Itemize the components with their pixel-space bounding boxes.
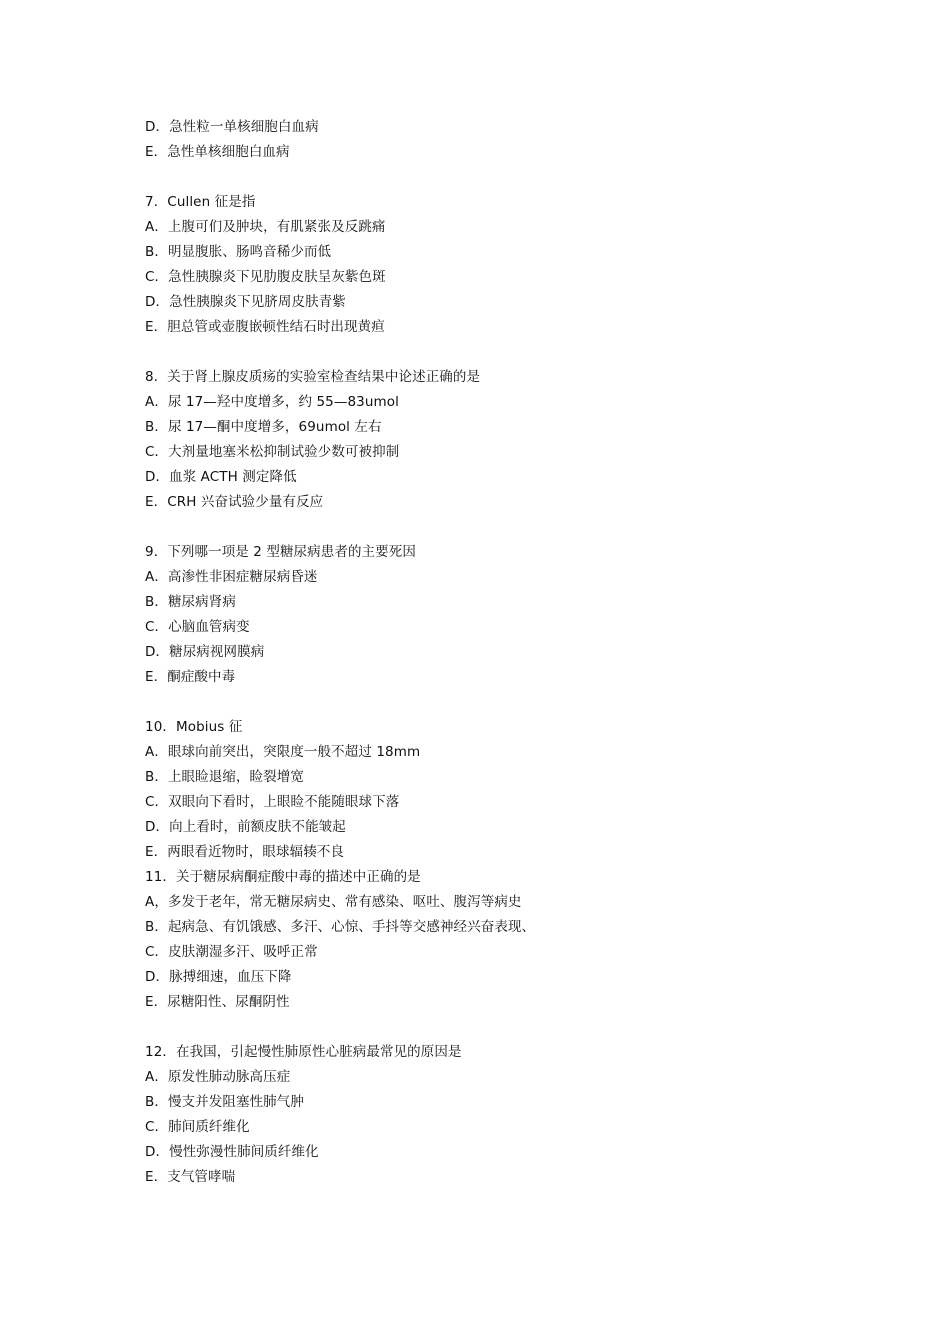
option-line: E．尿糖阳性、尿酮阴性 xyxy=(145,994,290,1010)
option-line: A．上腹可们及肿块，有肌紧张及反跳痛 xyxy=(145,219,386,235)
option-line: C．心脑血管病变 xyxy=(145,619,250,635)
option-line: E．胆总管或壶腹嵌顿性结石时出现黄疸 xyxy=(145,319,385,335)
option-line: B．上眼睑退缩，睑裂增宽 xyxy=(145,769,304,785)
question-line: 10．Mobius 征 xyxy=(145,719,243,735)
option-line: C．肺间质纤维化 xyxy=(145,1119,250,1135)
option-line: C．双眼向下看时，上眼睑不能随眼球下落 xyxy=(145,794,400,810)
option-line: D．急性胰腺炎下见脐周皮肤青紫 xyxy=(145,294,346,310)
option-line: B．慢支并发阻塞性肺气肿 xyxy=(145,1094,304,1110)
option-line: D．慢性弥漫性肺间质纤维化 xyxy=(145,1144,319,1160)
blank-line xyxy=(145,340,845,365)
question-line: 12．在我国，引起慢性肺原性心脏病最常见的原因是 xyxy=(145,1044,462,1060)
option-line: C．皮肤潮湿多汗、吸呼正常 xyxy=(145,944,318,960)
option-line: A，多发于老年，常无糖尿病史、常有感染、呕吐、腹泻等病史 xyxy=(145,894,522,910)
document-page xyxy=(145,115,845,1190)
option-line: A．原发性肺动脉高压症 xyxy=(145,1069,291,1085)
blank-line xyxy=(145,690,845,715)
option-line: E．急性单核细胞白血病 xyxy=(145,144,290,160)
option-line: E．支气管哮喘 xyxy=(145,1169,236,1185)
option-line: D．糖尿病视网膜病 xyxy=(145,644,265,660)
option-line: E．酮症酸中毒 xyxy=(145,669,236,685)
option-line: B．明显腹胀、肠鸣音稀少而低 xyxy=(145,244,332,260)
question-line: 11．关于糖尿病酮症酸中毒的描述中正确的是 xyxy=(145,869,421,885)
blank-line xyxy=(145,165,845,190)
option-line: A．高渗性非困症糖尿病昏迷 xyxy=(145,569,318,585)
option-line: B．糖尿病肾病 xyxy=(145,594,236,610)
question-line: 8．关于肾上腺皮质疡的实验室检查结果中论述正确的是 xyxy=(145,369,481,385)
question-line: 7．Cullen 征是指 xyxy=(145,194,256,210)
option-line: B．尿 17—酮中度增多，69umol 左右 xyxy=(145,419,382,435)
blank-line xyxy=(145,515,845,540)
option-line: D．血浆 ACTH 测定降低 xyxy=(145,469,297,485)
option-line: D．急性粒一单核细胞白血病 xyxy=(145,119,319,135)
option-line: C．大剂量地塞米松抑制试验少数可被抑制 xyxy=(145,444,400,460)
option-line: E．CRH 兴奋试验少量有反应 xyxy=(145,494,324,510)
option-line: C．急性胰腺炎下见肋腹皮肤呈灰紫色斑 xyxy=(145,269,386,285)
option-line: D．脉搏细速，血压下降 xyxy=(145,969,292,985)
question-line: 9．下列哪一项是 2 型糖尿病患者的主要死因 xyxy=(145,544,416,560)
blank-line xyxy=(145,1015,845,1040)
option-line: B．起病急、有饥饿感、多汗、心惊、手抖等交感神经兴奋表现、 xyxy=(145,919,536,935)
option-line: A．尿 17—羟中度增多，约 55—83umol xyxy=(145,394,399,410)
option-line: A．眼球向前突出，突限度一般不超过 18mm xyxy=(145,744,421,760)
option-line: D．向上看时，前额皮肤不能皱起 xyxy=(145,819,346,835)
option-line: E．两眼看近物时，眼球辐辏不良 xyxy=(145,844,345,860)
